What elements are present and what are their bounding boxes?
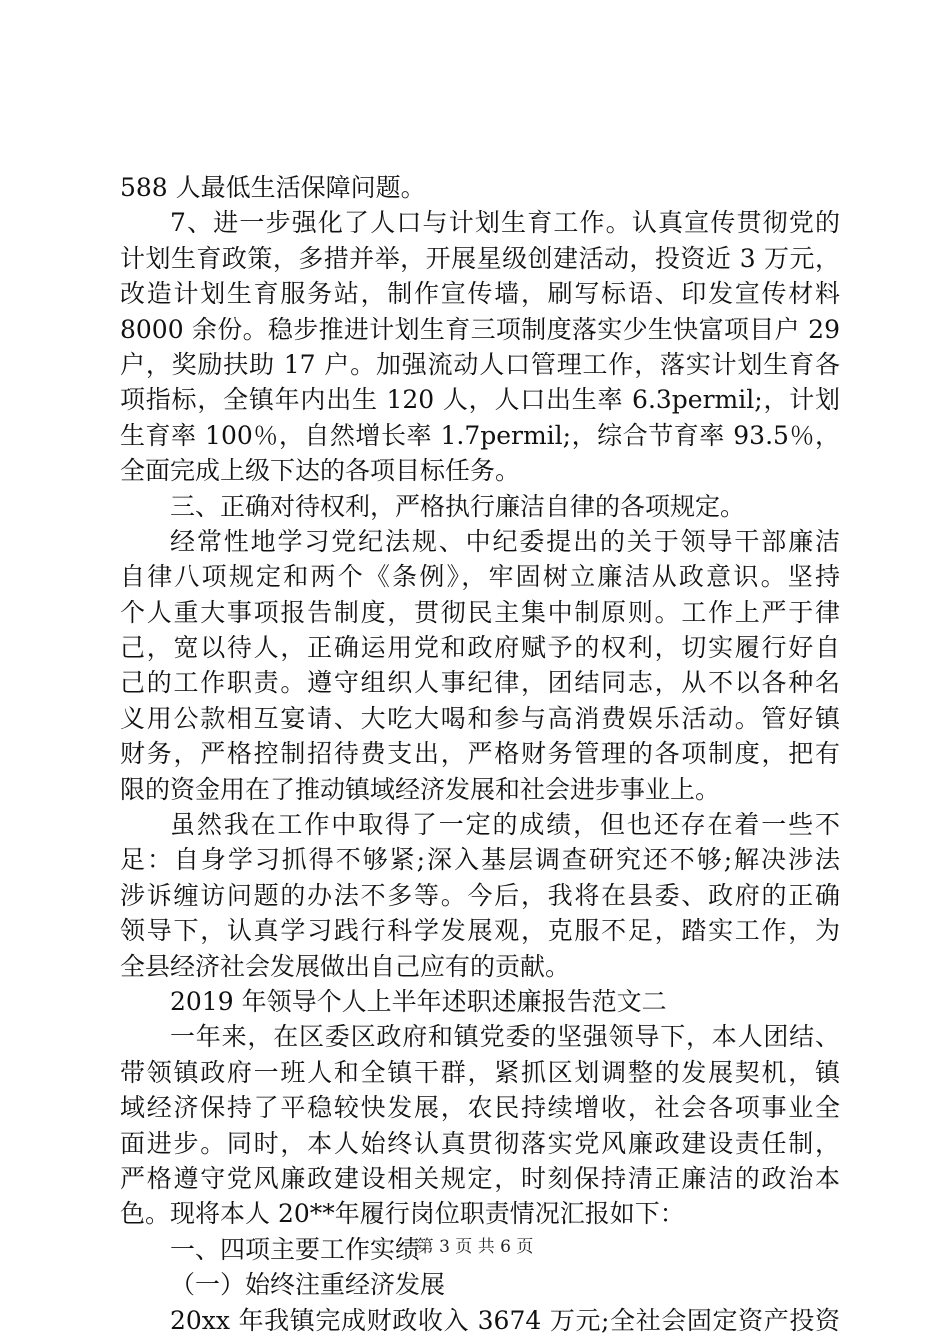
text-line: 义用公款相互宴请、大吃大喝和参与高消费娱乐活动。管好镇 xyxy=(120,703,840,733)
text-line: 色。现将本人 20**年履行岗位职责情况汇报如下： xyxy=(120,1199,685,1229)
text-line: 项指标，全镇年内出生 120 人，人口出生率 6.3permil;，计划 xyxy=(120,385,840,415)
text-line: 限的资金用在了推动镇域经济发展和社会进步事业上。 xyxy=(120,774,721,804)
text-line: 自律八项规定和两个《条例》，牢固树立廉洁从政意识。坚持 xyxy=(120,562,840,592)
document-body xyxy=(120,170,840,1338)
text-line: 全面完成上级下达的各项目标任务。 xyxy=(120,456,521,486)
text-line: 2019 年领导个人上半年述职述廉报告范文二 xyxy=(170,986,667,1016)
text-line: 领导下，认真学习践行科学发展观，克服不足，踏实工作，为 xyxy=(120,916,840,946)
text-line: 588 人最低生活保障问题。 xyxy=(120,173,426,202)
text-line: 虽然我在工作中取得了一定的成绩，但也还存在着一些不 xyxy=(170,810,840,840)
text-line: 全县经济社会发展做出自己应有的贡献。 xyxy=(120,951,571,981)
text-line: 三、正确对待权利，严格执行廉洁自律的各项规定。 xyxy=(170,491,746,521)
text-line: 一年来，在区委区政府和镇党委的坚强领导下，本人团结、 xyxy=(170,1022,840,1052)
text-line: 足：自身学习抓得不够紧;深入基层调查研究还不够;解决涉法 xyxy=(120,845,840,875)
text-line: 计划生育政策，多措并举，开展星级创建活动，投资近 3 万元， xyxy=(120,243,840,273)
text-line: 7、进一步强化了人口与计划生育工作。认真宣传贯彻党的 xyxy=(170,208,840,238)
text-line: 改造计划生育服务站，制作宣传墙，刷写标语、印发宣传材料 xyxy=(120,279,840,309)
page-footer: 第 3 页 共 6 页 xyxy=(416,1237,534,1257)
text-line: 域经济保持了平稳较快发展，农民持续增收，社会各项事业全 xyxy=(120,1093,840,1123)
text-line: 一、四项主要工作实绩 xyxy=(170,1234,421,1264)
text-line: 20xx 年我镇完成财政收入 3674 万元;全社会固定资产投资 xyxy=(170,1305,840,1335)
text-line: 严格遵守党风廉政建设相关规定，时刻保持清正廉洁的政治本 xyxy=(120,1163,840,1193)
text-line: 8000 余份。稳步推进计划生育三项制度落实少生快富项目户 29 xyxy=(120,314,840,344)
text-line: （一）始终注重经济发展 xyxy=(170,1270,446,1300)
text-line: 经常性地学习党纪法规、中纪委提出的关于领导干部廉洁 xyxy=(170,526,840,556)
text-line: 财务，严格控制招待费支出，严格财务管理的各项制度，把有 xyxy=(120,739,840,769)
text-line: 己，宽以待人，正确运用党和政府赋予的权利，切实履行好自 xyxy=(120,633,840,663)
text-line: 带领镇政府一班人和全镇干群，紧抓区划调整的发展契机，镇 xyxy=(120,1057,840,1087)
text-line: 户，奖励扶助 17 户。加强流动人口管理工作，落实计划生育各 xyxy=(120,349,840,379)
text-line: 个人重大事项报告制度，贯彻民主集中制原则。工作上严于律 xyxy=(120,597,840,627)
text-line: 生育率 100％，自然增长率 1.7permil;，综合节育率 93.5％， xyxy=(120,420,840,450)
text-line: 面进步。同时，本人始终认真贯彻落实党风廉政建设责任制， xyxy=(120,1128,840,1158)
text-line: 己的工作职责。遵守组织人事纪律，团结同志，从不以各种名 xyxy=(120,668,840,698)
text-line: 涉诉缠访问题的办法不多等。今后，我将在县委、政府的正确 xyxy=(120,880,840,910)
